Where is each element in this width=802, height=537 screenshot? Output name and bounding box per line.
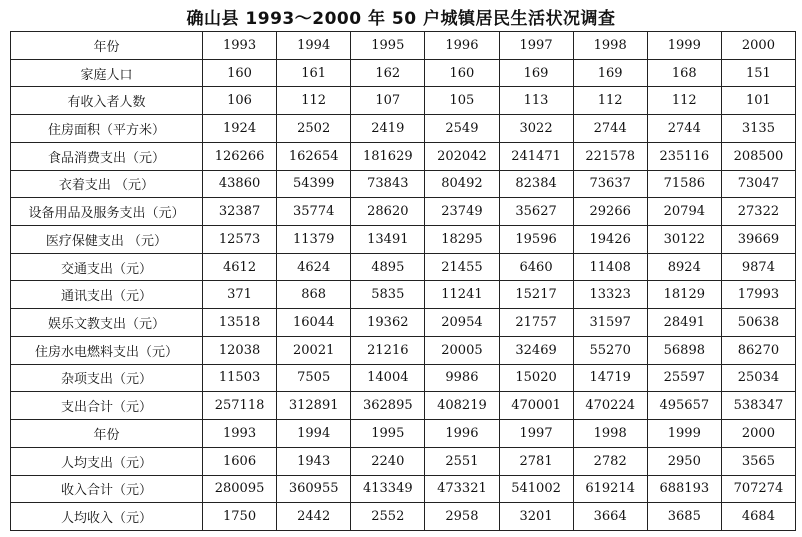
table-cell: 3135	[721, 115, 795, 143]
table-row	[11, 32, 796, 60]
table-row	[11, 447, 796, 475]
table-cell: 169	[573, 59, 647, 87]
table-cell: 2552	[351, 503, 425, 531]
table-cell: 221578	[573, 142, 647, 170]
table-cell: 1993	[203, 32, 277, 60]
row-label: 年份	[11, 32, 203, 60]
table-cell: 19362	[351, 309, 425, 337]
table-cell: 86270	[721, 336, 795, 364]
table-cell: 31597	[573, 309, 647, 337]
table-cell: 17993	[721, 281, 795, 309]
table-row	[11, 226, 796, 254]
table-cell: 8924	[647, 253, 721, 281]
table-cell: 1993	[203, 420, 277, 448]
table-cell: 11379	[277, 226, 351, 254]
survey-table	[10, 31, 796, 531]
table-cell: 14719	[573, 364, 647, 392]
table-cell: 1996	[425, 420, 499, 448]
row-label: 通讯支出（元）	[11, 281, 203, 309]
table-cell: 20021	[277, 336, 351, 364]
table-cell: 107	[351, 87, 425, 115]
table-cell: 2549	[425, 115, 499, 143]
row-label: 住房水电燃料支出（元）	[11, 336, 203, 364]
table-cell: 1998	[573, 32, 647, 60]
table-cell: 408219	[425, 392, 499, 420]
table-cell: 30122	[647, 226, 721, 254]
table-cell: 4895	[351, 253, 425, 281]
table-cell: 495657	[647, 392, 721, 420]
table-cell: 371	[203, 281, 277, 309]
table-cell: 80492	[425, 170, 499, 198]
table-cell: 11241	[425, 281, 499, 309]
table-cell: 2958	[425, 503, 499, 531]
table-cell: 73637	[573, 170, 647, 198]
table-cell: 20794	[647, 198, 721, 226]
table-cell: 1994	[277, 420, 351, 448]
table-cell: 162	[351, 59, 425, 87]
table-cell: 161	[277, 59, 351, 87]
table-cell: 7505	[277, 364, 351, 392]
table-row	[11, 392, 796, 420]
table-cell: 151	[721, 59, 795, 87]
table-cell: 25597	[647, 364, 721, 392]
table-cell: 16044	[277, 309, 351, 337]
row-label: 人均收入（元）	[11, 503, 203, 531]
table-cell: 4624	[277, 253, 351, 281]
table-cell: 241471	[499, 142, 573, 170]
table-cell: 23749	[425, 198, 499, 226]
table-cell: 3685	[647, 503, 721, 531]
table-cell: 56898	[647, 336, 721, 364]
table-cell: 15020	[499, 364, 573, 392]
table-cell: 106	[203, 87, 277, 115]
table-cell: 101	[721, 87, 795, 115]
table-cell: 73047	[721, 170, 795, 198]
table-cell: 1997	[499, 32, 573, 60]
table-cell: 112	[277, 87, 351, 115]
table-cell: 280095	[203, 475, 277, 503]
row-label: 年份	[11, 420, 203, 448]
row-label: 交通支出（元）	[11, 253, 203, 281]
table-cell: 2502	[277, 115, 351, 143]
table-cell: 3022	[499, 115, 573, 143]
table-cell: 28491	[647, 309, 721, 337]
table-row	[11, 59, 796, 87]
table-cell: 35627	[499, 198, 573, 226]
table-cell: 4612	[203, 253, 277, 281]
table-row	[11, 503, 796, 531]
table-cell: 208500	[721, 142, 795, 170]
row-label: 娱乐文教支出（元）	[11, 309, 203, 337]
table-cell: 55270	[573, 336, 647, 364]
table-cell: 71586	[647, 170, 721, 198]
table-cell: 13491	[351, 226, 425, 254]
table-cell: 20954	[425, 309, 499, 337]
table-row	[11, 198, 796, 226]
table-cell: 868	[277, 281, 351, 309]
table-cell: 541002	[499, 475, 573, 503]
table-cell: 1999	[647, 32, 721, 60]
table-cell: 1606	[203, 447, 277, 475]
table-cell: 19426	[573, 226, 647, 254]
table-cell: 2744	[647, 115, 721, 143]
table-cell: 73843	[351, 170, 425, 198]
table-cell: 11503	[203, 364, 277, 392]
row-label: 设备用品及服务支出（元）	[11, 198, 203, 226]
table-row	[11, 420, 796, 448]
table-cell: 1994	[277, 32, 351, 60]
table-cell: 162654	[277, 142, 351, 170]
table-cell: 21216	[351, 336, 425, 364]
table-cell: 20005	[425, 336, 499, 364]
table-cell: 14004	[351, 364, 425, 392]
table-cell: 18129	[647, 281, 721, 309]
table-cell: 12573	[203, 226, 277, 254]
table-cell: 5835	[351, 281, 425, 309]
table-cell: 9986	[425, 364, 499, 392]
table-cell: 707274	[721, 475, 795, 503]
table-cell: 538347	[721, 392, 795, 420]
table-cell: 11408	[573, 253, 647, 281]
row-label: 食品消费支出（元）	[11, 142, 203, 170]
table-cell: 113	[499, 87, 573, 115]
table-cell: 2240	[351, 447, 425, 475]
table-cell: 2744	[573, 115, 647, 143]
table-cell: 202042	[425, 142, 499, 170]
table-cell: 25034	[721, 364, 795, 392]
table-cell: 2000	[721, 420, 795, 448]
table-cell: 126266	[203, 142, 277, 170]
table-cell: 413349	[351, 475, 425, 503]
table-row	[11, 87, 796, 115]
table-cell: 2442	[277, 503, 351, 531]
table-cell: 360955	[277, 475, 351, 503]
table-cell: 470001	[499, 392, 573, 420]
table-cell: 15217	[499, 281, 573, 309]
table-cell: 2781	[499, 447, 573, 475]
table-cell: 9874	[721, 253, 795, 281]
table-cell: 35774	[277, 198, 351, 226]
row-label: 人均支出（元）	[11, 447, 203, 475]
table-cell: 3664	[573, 503, 647, 531]
table-cell: 21455	[425, 253, 499, 281]
table-row	[11, 336, 796, 364]
table-title: 确山县 1993～2000 年 50 户城镇居民生活状况调查	[186, 9, 616, 29]
table-cell: 168	[647, 59, 721, 87]
table-cell: 1995	[351, 420, 425, 448]
table-cell: 169	[499, 59, 573, 87]
table-cell: 21757	[499, 309, 573, 337]
table-cell: 2950	[647, 447, 721, 475]
table-cell: 13323	[573, 281, 647, 309]
table-cell: 257118	[203, 392, 277, 420]
table-row	[11, 170, 796, 198]
table-cell: 50638	[721, 309, 795, 337]
row-label: 收入合计（元）	[11, 475, 203, 503]
table-cell: 112	[573, 87, 647, 115]
table-cell: 1998	[573, 420, 647, 448]
table-cell: 362895	[351, 392, 425, 420]
table-cell: 28620	[351, 198, 425, 226]
table-cell: 473321	[425, 475, 499, 503]
table-cell: 54399	[277, 170, 351, 198]
table-cell: 32469	[499, 336, 573, 364]
row-label: 医疗保健支出 （元）	[11, 226, 203, 254]
table-cell: 32387	[203, 198, 277, 226]
table-row	[11, 253, 796, 281]
table-cell: 12038	[203, 336, 277, 364]
table-cell: 181629	[351, 142, 425, 170]
table-cell: 3565	[721, 447, 795, 475]
table-cell: 470224	[573, 392, 647, 420]
table-cell: 39669	[721, 226, 795, 254]
table-cell: 4684	[721, 503, 795, 531]
table-cell: 2419	[351, 115, 425, 143]
row-label: 住房面积（平方米）	[11, 115, 203, 143]
table-cell: 688193	[647, 475, 721, 503]
table-cell: 43860	[203, 170, 277, 198]
table-cell: 105	[425, 87, 499, 115]
table-row	[11, 281, 796, 309]
table-row	[11, 142, 796, 170]
table-cell: 1943	[277, 447, 351, 475]
table-cell: 2000	[721, 32, 795, 60]
row-label: 衣着支出 （元）	[11, 170, 203, 198]
table-cell: 160	[203, 59, 277, 87]
table-cell: 1999	[647, 420, 721, 448]
table-cell: 619214	[573, 475, 647, 503]
table-cell: 1996	[425, 32, 499, 60]
table-row	[11, 475, 796, 503]
table-cell: 29266	[573, 198, 647, 226]
table-cell: 1997	[499, 420, 573, 448]
table-cell: 27322	[721, 198, 795, 226]
table-cell: 160	[425, 59, 499, 87]
table-cell: 6460	[499, 253, 573, 281]
table-row	[11, 364, 796, 392]
table-cell: 2782	[573, 447, 647, 475]
row-label: 支出合计（元）	[11, 392, 203, 420]
table-cell: 235116	[647, 142, 721, 170]
table-cell: 3201	[499, 503, 573, 531]
table-cell: 2551	[425, 447, 499, 475]
table-cell: 1750	[203, 503, 277, 531]
table-cell: 312891	[277, 392, 351, 420]
table-cell: 1995	[351, 32, 425, 60]
table-row	[11, 115, 796, 143]
table-cell: 1924	[203, 115, 277, 143]
table-row	[11, 309, 796, 337]
row-label: 家庭人口	[11, 59, 203, 87]
table-cell: 19596	[499, 226, 573, 254]
table-cell: 112	[647, 87, 721, 115]
table-cell: 13518	[203, 309, 277, 337]
row-label: 杂项支出（元）	[11, 364, 203, 392]
table-cell: 18295	[425, 226, 499, 254]
row-label: 有收入者人数	[11, 87, 203, 115]
table-cell: 82384	[499, 170, 573, 198]
